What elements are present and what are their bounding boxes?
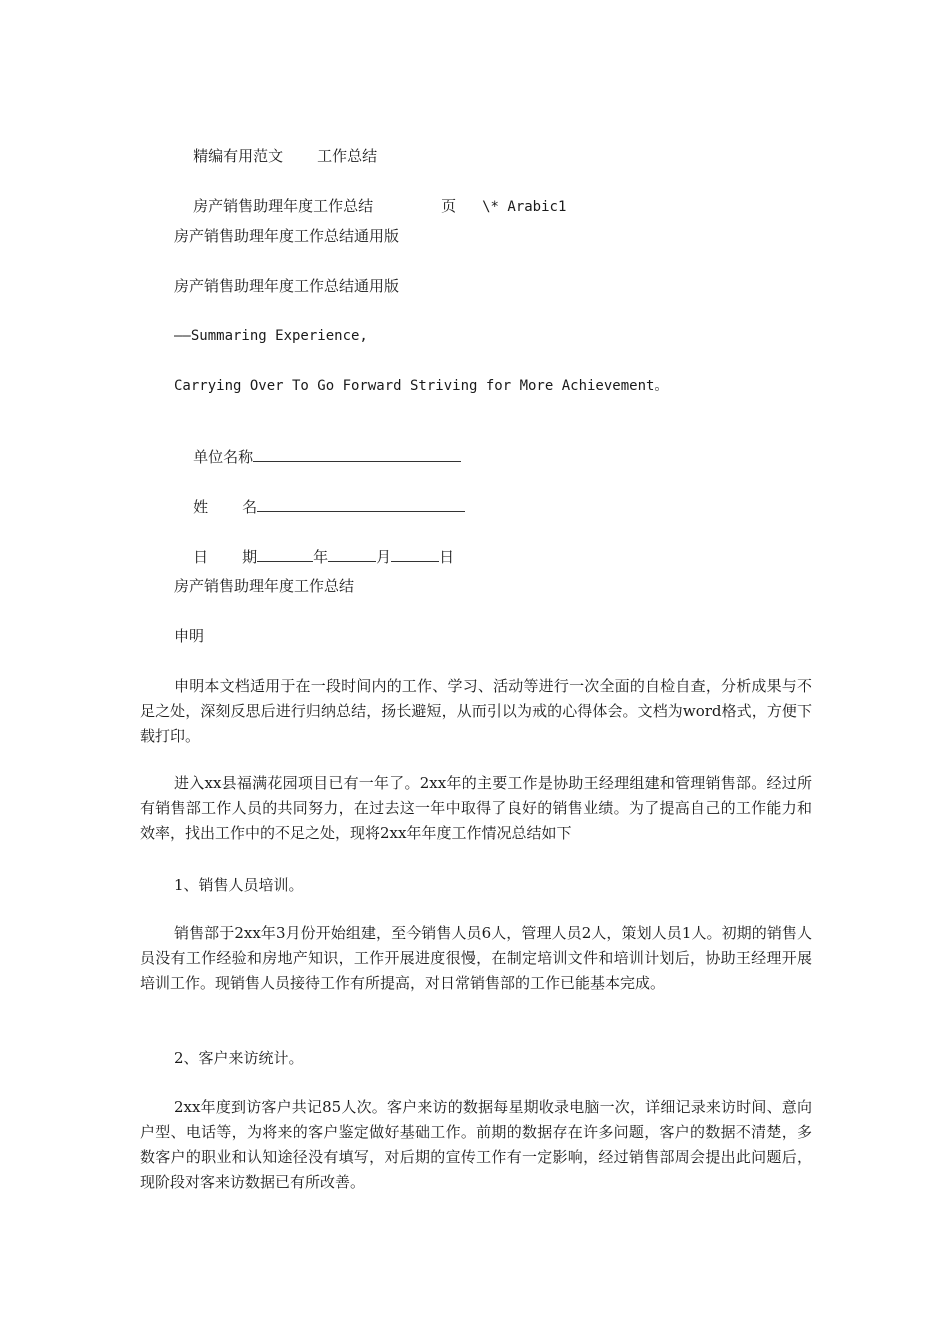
- document-title: 房产销售助理年度工作总结: [174, 577, 355, 595]
- title-line-1: 房产销售助理年度工作总结通用版: [174, 227, 400, 245]
- page-field-code: \* Arabic1: [482, 199, 567, 215]
- name-blank: [257, 496, 465, 512]
- month-blank: [328, 546, 376, 562]
- day-blank: [391, 546, 439, 562]
- name-label-1: 姓: [193, 498, 209, 516]
- statement-paragraph: 申明本文档适用于在一段时间内的工作、学习、活动等进行一次全面的自检自查，分析成果与不足之处，深刻反思后进行归纳总结，扬长避短，从而引以为戒的心得体会。文档为word格式，方便下载打印。: [140, 677, 812, 745]
- title-line-2: 房产销售助理年度工作总结通用版: [174, 277, 400, 295]
- statement-heading: 申明: [174, 627, 205, 645]
- section-heading-visits: 2、客户来访统计。: [174, 1049, 304, 1067]
- intro-paragraph: 进入xx县福满花园项目已有一年了。2xx年的主要工作是协助王经理组建和管理销售部。经过所有销售部工作人员的共同努力，在过去这一年中取得了良好的销售业绩。为了提高自己的工作能力和效率，找出工作中的不足之处，现将2xx年年度工作情况总结如下: [140, 774, 812, 842]
- unit-name-label: 单位名称: [193, 448, 254, 466]
- unit-name-blank: [253, 446, 461, 462]
- year-label: 年: [313, 548, 329, 566]
- page-field-label: 页: [441, 197, 457, 215]
- header-left: 精编有用范文: [193, 147, 284, 165]
- header-right: 工作总结: [317, 147, 378, 165]
- page-field-title: 房产销售助理年度工作总结: [193, 197, 374, 215]
- date-label-1: 日: [193, 548, 209, 566]
- visits-paragraph: 2xx年度到访客户共记85人次。客户来访的数据每星期收录电脑一次，详细记录来访时间、意向户型、电话等，为将来的客户鉴定做好基础工作。前期的数据存在许多问题，客户的数据不清楚，多数客户的职业和认知途径没有填写，对后期的宣传工作有一定影响，经过销售部周会提出此问题后，现阶段对客来访数据已有所改善。: [140, 1098, 812, 1191]
- training-paragraph: 销售部于2xx年3月份开始组建，至今销售人员6人，管理人员2人，策划人员1人。初期的销售人员没有工作经验和房地产知识，工作开展进度很慢，在制定培训文件和培训计划后，协助王经理开展培训工作。现销售人员接待工作有所提高，对日常销售部的工作已能基本完成。: [140, 924, 812, 992]
- slogan-line-2: Carrying Over To Go Forward Striving for More Achievement。: [174, 378, 669, 394]
- month-label: 月: [376, 548, 392, 566]
- slogan-line-1: ——Summaring Experience,: [174, 328, 368, 344]
- year-blank: [257, 546, 313, 562]
- name-label-2: 名: [242, 498, 258, 516]
- day-label: 日: [439, 548, 455, 566]
- date-label-2: 期: [242, 548, 258, 566]
- section-heading-training: 1、销售人员培训。: [174, 876, 304, 894]
